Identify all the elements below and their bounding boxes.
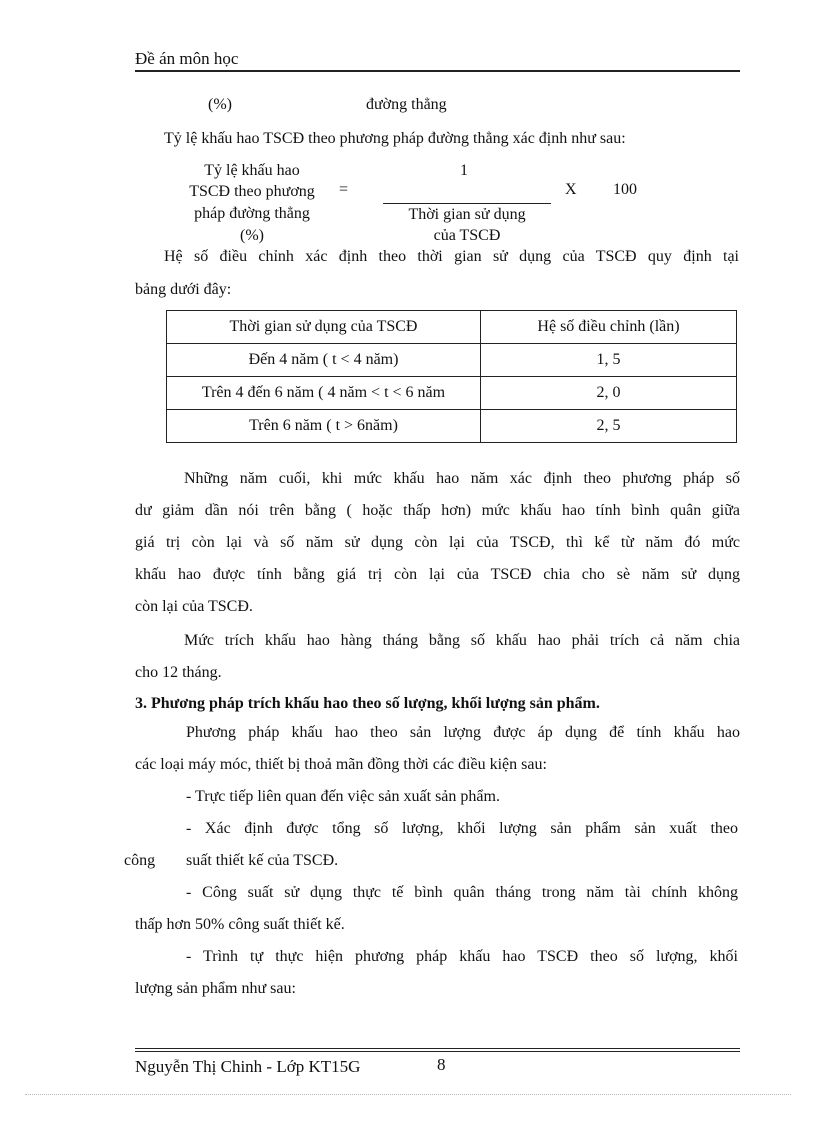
formula-denominator-line: Thời gian sử dụng [408, 206, 526, 223]
coefficient-table [166, 310, 737, 443]
formula-lhs-line: (%) [240, 227, 264, 244]
table-cell: Đến 4 năm ( t < 4 năm) [167, 344, 481, 377]
bullet-continuation: suất thiết kế của TSCĐ. [186, 852, 339, 869]
bullet-continuation: thấp hơn 50% công suất thiết kế. [135, 916, 345, 933]
coef-intro-line1: Hệ số điều chỉnh xác định theo thời gian sử dụng của TSCĐ quy định tại [164, 248, 739, 265]
bullet-item: - Trình tự thực hiện phương pháp khấu hao TSCĐ theo số lượng, khối [186, 948, 738, 965]
table-row [167, 410, 737, 443]
table-cell: 1, 5 [481, 344, 737, 377]
paragraph-section-3 [135, 717, 740, 781]
paragraph-line: Phương pháp khấu hao theo sản lượng được áp dụng để tính khấu hao [186, 724, 740, 741]
page-number: 8 [437, 1055, 446, 1074]
page-edge-dotted-line [25, 1094, 791, 1095]
table-cell: Trên 6 năm ( t > 6năm) [167, 410, 481, 443]
paragraph-line: các loại máy móc, thiết bị thoả mãn đồng thời các điều kiện sau: [135, 756, 547, 773]
bullet-word: công [124, 852, 156, 869]
formula-numerator: 1 [460, 162, 468, 179]
bullet-item: - Công suất sử dụng thực tế bình quân tháng trong năm tài chính không [186, 884, 738, 901]
table-cell: Trên 4 đến 6 năm ( 4 năm < t < 6 năm [167, 377, 481, 410]
paragraph-last-years [135, 463, 740, 623]
formula-lhs-line: Tỷ lệ khấu hao [204, 162, 300, 179]
formula-lhs-line: TSCĐ theo phương [189, 183, 315, 200]
footer-divider [135, 1048, 740, 1049]
formula-denominator-line: của TSCĐ [433, 227, 501, 244]
formula-times: X [565, 181, 577, 198]
formula-factor: 100 [613, 181, 637, 198]
footer-divider [135, 1051, 740, 1052]
paragraph-line: giá trị còn lại và số năm sử dụng còn lại của TSCĐ, thì kể từ năm đó mức [135, 534, 740, 551]
coef-intro-line2: bảng dưới đây: [135, 281, 232, 298]
bullet-item: - Xác định được tổng số lượng, khối lượng sản phẩm sản xuất theo [186, 820, 738, 837]
paragraph-line: Mức trích khấu hao hàng tháng bằng số khấu hao phải trích cả năm chia [184, 632, 740, 649]
bullet-continuation: lượng sản phẩm như sau: [135, 980, 296, 997]
table-cell: 2, 0 [481, 377, 737, 410]
formula-equals: = [339, 181, 349, 198]
paragraph-line: khấu hao được tính bằng giá trị còn lại của TSCĐ chia cho sè năm sử dụng [135, 566, 740, 583]
fraction-bar [383, 203, 551, 204]
paragraph-line: còn lại của TSCĐ. [135, 598, 253, 615]
paragraph-monthly [135, 625, 740, 689]
table-cell: 2, 5 [481, 410, 737, 443]
section-3-heading: 3. Phương pháp trích khấu hao theo số lượng, khối lượng sản phẩm. [135, 695, 600, 712]
footer-author: Nguyễn Thị Chinh - Lớp KT15G [135, 1057, 361, 1076]
top-fragment-left: (%) [208, 96, 232, 113]
paragraph-line: dư giảm dần nói trên bằng ( hoặc thấp hơn) mức khấu hao tính bình quân giữa [135, 502, 740, 519]
formula-intro: Tỷ lệ khấu hao TSCĐ theo phương pháp đường thẳng xác định như sau: [164, 130, 626, 147]
top-fragment-right: đường thẳng [366, 96, 447, 113]
table-header-row [167, 311, 737, 344]
table-row [167, 344, 737, 377]
header-title: Đề án môn học [135, 49, 239, 68]
bullet-item: - Trực tiếp liên quan đến việc sản xuất sản phẩm. [186, 788, 500, 805]
table-row [167, 377, 737, 410]
paragraph-line: cho 12 tháng. [135, 664, 222, 681]
table-header-cell: Thời gian sử dụng của TSCĐ [167, 311, 481, 344]
header-divider [135, 70, 740, 72]
paragraph-line: Những năm cuối, khi mức khấu hao năm xác định theo phương pháp số [184, 470, 740, 487]
table-header-cell: Hệ số điều chỉnh (lần) [481, 311, 737, 344]
formula-lhs-line: pháp đường thẳng [194, 205, 310, 222]
